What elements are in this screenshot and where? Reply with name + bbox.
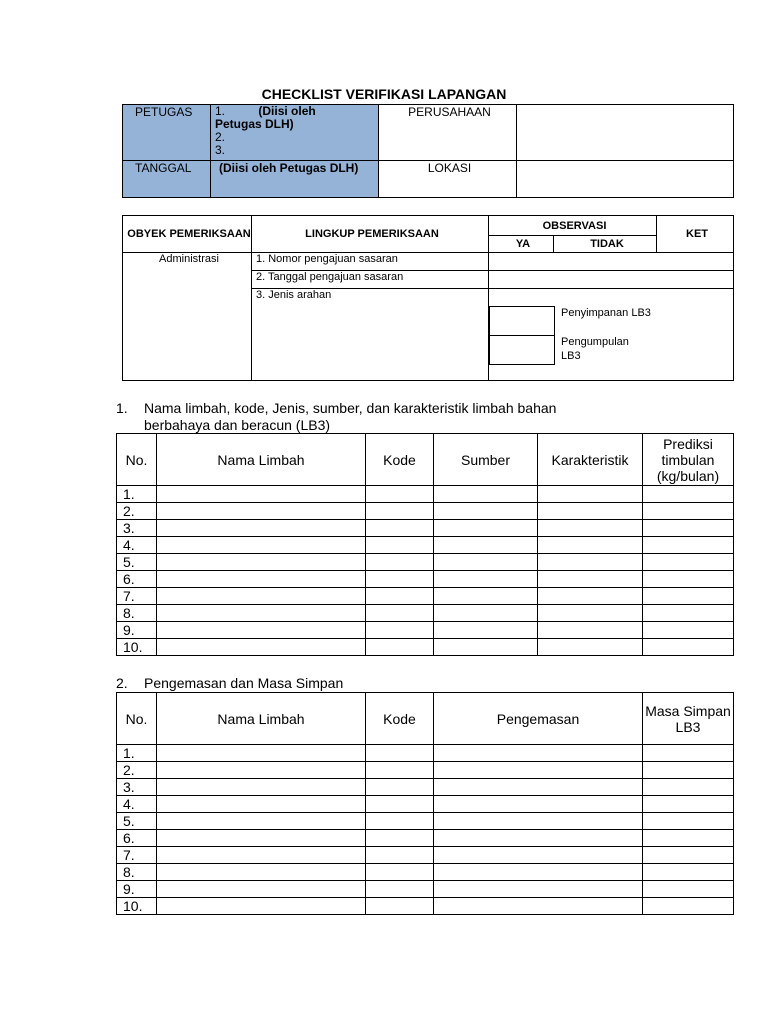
row-number: 5. [117, 813, 157, 830]
table-cell[interactable] [366, 588, 434, 605]
header-kode: Kode [366, 434, 434, 486]
table-cell[interactable] [643, 779, 734, 796]
row-number: 7. [117, 847, 157, 864]
col-tidak: TIDAK [554, 236, 657, 253]
row-number: 1. [117, 745, 157, 762]
table-row [117, 588, 734, 605]
table-cell[interactable] [643, 537, 734, 554]
table-cell[interactable] [434, 796, 643, 813]
header-no: No. [117, 693, 157, 745]
table-row [117, 796, 734, 813]
table-row [117, 813, 734, 830]
row-number: 3. [117, 520, 157, 537]
col-ket: KET [657, 216, 734, 253]
row-number: 4. [117, 796, 157, 813]
table-cell[interactable] [157, 779, 366, 796]
table-cell[interactable] [157, 639, 366, 656]
table-cell[interactable] [643, 486, 734, 503]
table-cell[interactable] [643, 503, 734, 520]
table-row [117, 486, 734, 503]
table-cell[interactable] [434, 639, 538, 656]
petugas-field[interactable]: 1. (Diisi oleh Petugas DLH) 2. 3. [211, 105, 379, 161]
table-cell[interactable] [434, 762, 643, 779]
table-row [117, 881, 734, 898]
table-cell[interactable] [643, 605, 734, 622]
table-cell[interactable] [157, 796, 366, 813]
table-row [117, 762, 734, 779]
option-penyimpanan: Penyimpanan LB3 [561, 307, 651, 319]
row-number: 8. [117, 864, 157, 881]
table-cell[interactable] [538, 622, 643, 639]
table-cell[interactable] [366, 762, 434, 779]
header-masa-simpan: Masa Simpan LB3 [643, 693, 734, 745]
table-row [117, 639, 734, 656]
table-cell[interactable] [157, 537, 366, 554]
table-cell[interactable] [157, 622, 366, 639]
table-cell[interactable] [643, 639, 734, 656]
header-nama-limbah: Nama Limbah [157, 693, 366, 745]
table-cell[interactable] [643, 830, 734, 847]
table-cell[interactable] [643, 864, 734, 881]
table-cell[interactable] [434, 622, 538, 639]
table-row [117, 864, 734, 881]
header-pengemasan: Pengemasan [434, 693, 643, 745]
table-cell[interactable] [366, 881, 434, 898]
table-cell[interactable] [366, 622, 434, 639]
table-cell[interactable] [434, 605, 538, 622]
tanggal-field[interactable]: (Diisi oleh Petugas DLH) [211, 161, 379, 198]
table-cell[interactable] [157, 554, 366, 571]
section1-heading: 1. Nama limbah, kode, Jenis, sumber, dan karakteristik limbah bahan berbahaya dan beracun (LB3) [116, 400, 557, 433]
table-cell[interactable] [434, 881, 643, 898]
table-cell[interactable] [643, 881, 734, 898]
table-cell[interactable] [366, 847, 434, 864]
header-karakteristik: Karakteristik [538, 434, 643, 486]
table-row [117, 898, 734, 915]
table-cell[interactable] [643, 554, 734, 571]
table-cell[interactable] [157, 571, 366, 588]
row-number: 2. [117, 503, 157, 520]
table-cell[interactable] [643, 571, 734, 588]
table-row [117, 537, 734, 554]
row-number: 10. [117, 639, 157, 656]
row-number: 6. [117, 571, 157, 588]
table-cell[interactable] [538, 571, 643, 588]
table-cell[interactable] [366, 864, 434, 881]
table-cell[interactable] [366, 830, 434, 847]
table-cell[interactable] [434, 571, 538, 588]
row-number: 9. [117, 881, 157, 898]
table-cell[interactable] [366, 571, 434, 588]
header-prediksi: Prediksi timbulan (kg/bulan) [643, 434, 734, 486]
table-cell[interactable] [434, 537, 538, 554]
table-cell[interactable] [157, 881, 366, 898]
table-cell[interactable] [643, 588, 734, 605]
row-number: 2. [117, 762, 157, 779]
obyek-administrasi: Administrasi [123, 253, 252, 381]
page-title: CHECKLIST VERIFIKASI LAPANGAN [261, 86, 507, 102]
table-cell[interactable] [643, 745, 734, 762]
lingkup-item: 2. Tanggal pengajuan sasaran [252, 271, 489, 289]
table-cell[interactable] [157, 830, 366, 847]
header-no: No. [117, 434, 157, 486]
table-cell[interactable] [538, 486, 643, 503]
table-cell[interactable] [157, 486, 366, 503]
header-sumber: Sumber [434, 434, 538, 486]
option-pengumpulan: Pengumpulan LB3 [561, 336, 629, 362]
table-row [117, 622, 734, 639]
table-cell[interactable] [157, 847, 366, 864]
table-cell[interactable] [366, 554, 434, 571]
lingkup-item: 3. Jenis arahan [252, 289, 489, 381]
table-cell[interactable] [366, 639, 434, 656]
tanggal-label: TANGGAL [123, 161, 211, 198]
table-cell[interactable] [366, 898, 434, 915]
row-number: 9. [117, 622, 157, 639]
table-cell[interactable] [366, 486, 434, 503]
table-row [117, 571, 734, 588]
col-lingkup: LINGKUP PEMERIKSAAN [252, 216, 489, 253]
row-number: 1. [117, 486, 157, 503]
col-observasi: OBSERVASI [489, 216, 657, 236]
table-cell[interactable] [366, 503, 434, 520]
pengemasan-table [116, 692, 734, 915]
table-cell[interactable] [434, 520, 538, 537]
table-row [117, 779, 734, 796]
table-cell[interactable] [434, 898, 643, 915]
table-cell[interactable] [157, 898, 366, 915]
table-cell[interactable] [366, 605, 434, 622]
table-cell[interactable] [366, 813, 434, 830]
row-number: 7. [117, 588, 157, 605]
row-number: 8. [117, 605, 157, 622]
header-kode: Kode [366, 693, 434, 745]
table-cell[interactable] [157, 762, 366, 779]
table-cell[interactable] [643, 813, 734, 830]
table-cell[interactable] [538, 503, 643, 520]
table-cell[interactable] [643, 520, 734, 537]
table-cell[interactable] [538, 554, 643, 571]
table-cell[interactable] [157, 520, 366, 537]
observasi-cell[interactable] [489, 271, 734, 289]
table-row [117, 605, 734, 622]
table-cell[interactable] [538, 605, 643, 622]
row-number: 6. [117, 830, 157, 847]
lingkup-item: 1. Nomor pengajuan sasaran [252, 253, 489, 271]
table-cell[interactable] [643, 622, 734, 639]
table-row [117, 503, 734, 520]
table-cell[interactable] [643, 796, 734, 813]
col-ya: YA [489, 236, 554, 253]
table-row [117, 520, 734, 537]
table-row [117, 554, 734, 571]
table-row [117, 847, 734, 864]
table-cell[interactable] [434, 779, 643, 796]
lokasi-field[interactable] [517, 161, 734, 198]
pengumpulan-checkbox[interactable] [489, 335, 555, 365]
table-row [117, 745, 734, 762]
table-cell[interactable] [434, 864, 643, 881]
table-cell[interactable] [434, 813, 643, 830]
table-cell[interactable] [366, 537, 434, 554]
table-cell[interactable] [366, 779, 434, 796]
table-cell[interactable] [538, 639, 643, 656]
table-cell[interactable] [157, 813, 366, 830]
perusahaan-field[interactable] [517, 105, 734, 161]
observasi-cell[interactable] [489, 253, 734, 271]
penyimpanan-checkbox[interactable] [489, 306, 555, 336]
table-cell[interactable] [643, 762, 734, 779]
table-cell[interactable] [157, 588, 366, 605]
col-obyek: OBYEK PEMERIKSAAN [123, 216, 252, 253]
row-number: 5. [117, 554, 157, 571]
table-cell[interactable] [366, 796, 434, 813]
table-cell[interactable] [434, 588, 538, 605]
row-number: 4. [117, 537, 157, 554]
table-cell[interactable] [643, 898, 734, 915]
table-cell[interactable] [434, 830, 643, 847]
table-cell[interactable] [538, 588, 643, 605]
table-row [117, 830, 734, 847]
table-cell[interactable] [366, 520, 434, 537]
table-cell[interactable] [157, 503, 366, 520]
limbah-table [116, 433, 734, 656]
section2-heading: 2. Pengemasan dan Masa Simpan [116, 675, 344, 691]
table-cell[interactable] [643, 847, 734, 864]
petugas-label: PETUGAS [123, 105, 211, 161]
table-cell[interactable] [434, 503, 538, 520]
table-cell[interactable] [434, 745, 643, 762]
table-cell[interactable] [157, 605, 366, 622]
table-cell[interactable] [434, 847, 643, 864]
info-table [122, 104, 734, 198]
table-cell[interactable] [538, 537, 643, 554]
perusahaan-label: PERUSAHAAN [379, 105, 517, 161]
table-cell[interactable] [157, 745, 366, 762]
table-cell[interactable] [366, 745, 434, 762]
lokasi-label: LOKASI [379, 161, 517, 198]
row-number: 10. [117, 898, 157, 915]
table-cell[interactable] [538, 520, 643, 537]
table-cell[interactable] [434, 554, 538, 571]
row-number: 3. [117, 779, 157, 796]
header-nama-limbah: Nama Limbah [157, 434, 366, 486]
table-cell[interactable] [434, 486, 538, 503]
table-cell[interactable] [157, 864, 366, 881]
